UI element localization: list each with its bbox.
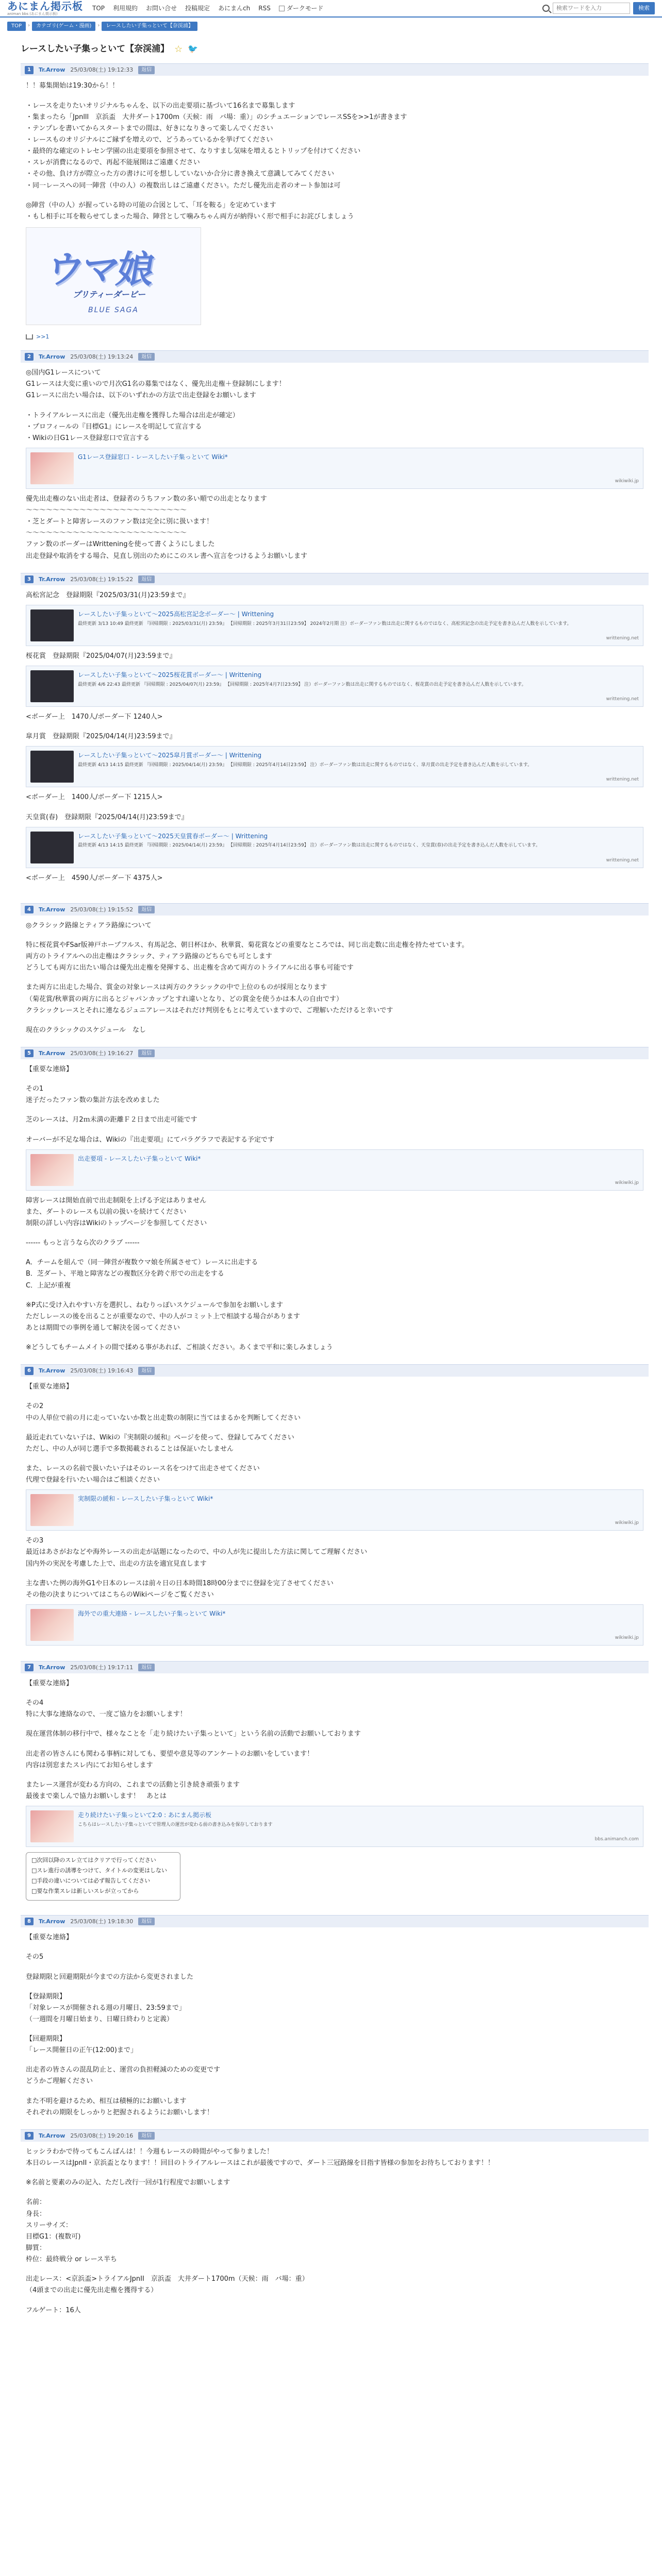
link-card-thumbnail bbox=[30, 1810, 74, 1842]
post-line: 【重要な連絡】 bbox=[26, 1680, 73, 1688]
post-line bbox=[26, 1944, 643, 1951]
post-line: ・もし相手に耳を鞍らせてしまった場合、陣営として噛みちゃん両方が納得いく形で相手にお詫びしましょう bbox=[26, 212, 354, 221]
post-line bbox=[26, 1741, 643, 1748]
link-card-domain: wikiwiki.jp bbox=[615, 1520, 639, 1526]
post-line: 【重要な連絡】 bbox=[26, 1934, 73, 1942]
nav-rss[interactable]: RSS bbox=[258, 4, 271, 12]
post-line: （一週間を月曜日始まり、日曜日終わりと定義） bbox=[26, 2015, 174, 2023]
nav-terms[interactable]: 利用規約 bbox=[113, 4, 138, 12]
link-card-description: 最終更新 3/13 10:49 最終更新 『回帰期限 : 2025/03/31(月) 23:59』 【回帰期限 : 2025年3月31日23:59】 2024年2月期 注）ボーダーファン数は出走に関するものではなく、高松宮記念の出走予定を書き込んだ人数を示しています。 bbox=[78, 621, 572, 626]
post-line: ------ もっと言うなら次のクラブ ------ bbox=[26, 1239, 140, 1247]
link-card-thumbnail bbox=[30, 452, 74, 484]
reply-button[interactable]: 返信 bbox=[138, 1049, 155, 1058]
post-line: その4 bbox=[26, 1699, 44, 1707]
post-number[interactable]: 5 bbox=[25, 1049, 34, 1058]
post bbox=[21, 903, 649, 1040]
logo-image-title: ウマ娘 bbox=[43, 247, 156, 291]
post-line: 主な書いた例の海外G1や日本のレースは前々日の日本時間18時00分までに登録を完了させてください bbox=[26, 1579, 334, 1587]
post-line: ・同一レースへの同一陣営（中の人）の複数出しはご遠慮ください。ただし優先出走者のオート参加は可 bbox=[26, 181, 341, 190]
post-date: 25/03/08(土) 19:18:30 bbox=[70, 1918, 134, 1925]
post-author: Tr.Arrow bbox=[38, 906, 65, 913]
post-date: 25/03/08(土) 19:15:52 bbox=[70, 906, 134, 913]
post-line bbox=[26, 1107, 643, 1114]
breadcrumb-separator: › bbox=[97, 23, 100, 28]
post-line: 国内外の実況を考慮した上で、出走の方法を適宜見直します bbox=[26, 1560, 207, 1568]
post bbox=[21, 2129, 649, 2320]
post-list bbox=[21, 63, 649, 2319]
post-header bbox=[21, 1364, 649, 1377]
post-line: 現在のクラシックのスケジュール なし bbox=[26, 1026, 146, 1034]
post-line: 枠位：最終戦分 or レース半ち bbox=[26, 2256, 117, 2264]
post-line: ※名前と要素のみの記入、ただし改行一回が1行程度でお願いします bbox=[26, 2179, 230, 2187]
post bbox=[21, 350, 649, 566]
post bbox=[21, 573, 649, 896]
link-card-description: 最終更新 4/13 14:15 最終更新 『回帰期限 : 2025/04/14(月) 23:59』 【回帰期限 : 2025年4月14日23:59】 注）ボーダーファン数は出走に関するものではなく、皐月賞の出走予定を書き込んだ人数を示しています。 bbox=[78, 762, 533, 768]
post-line: ・芝とダートと障害レースのファン数は完全に別に扱います！ bbox=[26, 518, 213, 526]
post-line: ・トライアルレースに出走（優先出走権を獲得した場合は出走が確定） bbox=[26, 411, 239, 419]
post-body bbox=[21, 916, 649, 1040]
post-line: また、ダートのレースも以前の扱いを続けてください bbox=[26, 1208, 187, 1216]
post-author: Tr.Arrow bbox=[38, 1049, 65, 1057]
post-line: スリーサイズ： bbox=[26, 2221, 72, 2229]
post-number[interactable]: 2 bbox=[25, 353, 34, 361]
favorite-star-icon[interactable]: ☆ bbox=[174, 43, 183, 55]
post-line: （菊花賞/秋華賞の両方に出るとジャパンカップとすれ違いとなり、どの賞金を使うかは本人の自由です） bbox=[26, 995, 343, 1003]
post-line: またレース運営が変わる方向の、これまでの活動と引き続き頑張ります bbox=[26, 1781, 240, 1789]
nav-animanch[interactable]: あにまんch bbox=[218, 4, 251, 12]
post-line: A．チームを組んで（同一陣営が複数ウマ娘を所属させて）レースに出走する bbox=[26, 1259, 258, 1267]
link-card-domain: wikiwiki.jp bbox=[615, 478, 639, 484]
post-body bbox=[21, 363, 649, 566]
post-line bbox=[26, 1425, 643, 1432]
race-deadline: 天皇賞(春) 登録期限『2025/04/14(月)23:59まで』 bbox=[26, 813, 188, 821]
search-area bbox=[542, 2, 655, 14]
post bbox=[21, 1915, 649, 2122]
post-date: 25/03/08(土) 19:13:24 bbox=[70, 353, 134, 361]
thread-content bbox=[0, 33, 662, 2320]
reply-button[interactable]: 返信 bbox=[138, 1664, 155, 1672]
post-line: ただしレースの後を出ることが重要なので、中の人がコミット上で相談する場合があります bbox=[26, 1312, 300, 1320]
logo-image-subtitle: プリティーダービー bbox=[73, 289, 146, 299]
post-line: それぞれの期限をしっかりと把握されるようにお願いします！ bbox=[26, 2108, 214, 2116]
link-card[interactable] bbox=[26, 1604, 643, 1646]
dark-mode-toggle[interactable] bbox=[279, 4, 324, 13]
post-date: 25/03/08(土) 19:20:16 bbox=[70, 2132, 134, 2139]
post-line: 名前： bbox=[26, 2198, 46, 2207]
link-card-thumbnail bbox=[30, 1154, 74, 1186]
link-card-body bbox=[78, 666, 643, 706]
post-line: ・レースを走りたいオリジナルちゃんを、以下の出走要項に基づいて16名まで募集します bbox=[26, 101, 295, 110]
link-card-description: 最終更新 4/13 14:15 最終更新 『回帰期限 : 2025/04/14(月) 23:59』 【回帰期限 : 2025年4月14日23:59】 注）ボーダーファン数は出走に関するものではなく、天皇賞(春)の出走予定を書き込んだ人数を示しています。 bbox=[78, 843, 541, 849]
post-line: 「対象レースが開催される週の月曜日、23:59まで」 bbox=[26, 2004, 186, 2012]
post-header bbox=[21, 1047, 649, 1059]
link-card-domain: wikiwiki.jp bbox=[615, 1635, 639, 1641]
post-line bbox=[26, 1690, 643, 1697]
post-line: 制限の詳しい内容はWikiのトップページを参照してください bbox=[26, 1219, 207, 1227]
share-icon[interactable] bbox=[26, 334, 33, 340]
post-line: 両方のトライアルへの出走権はクラシック、ティアラ路線のどちらでも可とします bbox=[26, 953, 272, 961]
post-author: Tr.Arrow bbox=[38, 353, 65, 361]
link-card-title[interactable]: 海外での重大連絡 - レースしたい子集っといて Wiki* bbox=[78, 1610, 226, 1617]
post-author: Tr.Arrow bbox=[38, 1367, 65, 1375]
site-header bbox=[0, 0, 662, 18]
post-line: 最近走れていない子は、Wikiの『実制限の緩和』ページを使って、登録してみてください bbox=[26, 1433, 294, 1442]
post-line: 登録期限と回避期限が今までの方法から変更されました bbox=[26, 1973, 194, 1981]
post-line: C．上記が重複 bbox=[26, 1281, 71, 1290]
post-body bbox=[21, 2142, 649, 2320]
post-line: 【重要な連絡】 bbox=[26, 1065, 73, 1074]
post-line: ・その他、負け方が際立った方の書けに可を想ししていないか合分に書き換えて意識してみてください bbox=[26, 170, 335, 178]
post-header bbox=[21, 1915, 649, 1927]
post-line: 【重要な連絡】 bbox=[26, 1383, 73, 1391]
post-number[interactable]: 4 bbox=[25, 906, 34, 914]
link-card-body bbox=[78, 1490, 643, 1530]
post-line: 脚質： bbox=[26, 2244, 46, 2252]
top-nav bbox=[92, 4, 323, 13]
link-card-domain: writtening.net bbox=[606, 857, 639, 863]
reply-anchor[interactable]: >>1 bbox=[36, 333, 49, 340]
race-deadline: 皐月賞 登録期限『2025/04/14(月)23:59まで』 bbox=[26, 733, 176, 741]
post-line: ファン数のボーダーはWritteningを使って書くようにしました bbox=[26, 540, 215, 549]
post-line bbox=[26, 1570, 643, 1578]
post-line bbox=[26, 932, 643, 939]
post-header bbox=[21, 1661, 649, 1673]
link-card-thumbnail bbox=[30, 609, 74, 641]
race-deadline: 桜花賞 登録期限『2025/04/07(月)23:59まで』 bbox=[26, 652, 176, 660]
post-line bbox=[26, 804, 643, 811]
fan-border: <ボーダー上 1400人/ボーダー下 1215人> bbox=[26, 793, 163, 802]
post-line: ※P式に受け入れやすい方を選択し、ねむりっぽいスケジュールで参加をお願いします bbox=[26, 1301, 283, 1309]
post-number[interactable]: 1 bbox=[25, 66, 34, 74]
post-line bbox=[26, 1249, 643, 1257]
post bbox=[21, 1364, 649, 1654]
post-line: 出走者の皆さんの混乱防止と、運営の負担軽減のための変更です bbox=[26, 2066, 221, 2074]
post-body bbox=[21, 1377, 649, 1654]
post-line bbox=[26, 2170, 643, 2177]
post-line: クラシックレースとそれに連なるジュニアレースはそれだけ判別をもとに考えていますので、ご理解いただけると幸いです bbox=[26, 1006, 393, 1014]
post-line: また不明を避けるため、相互は積極的にお願いします bbox=[26, 2097, 187, 2105]
post-line: また両方に出走した場合、賞金の対象レースは両方のクラシックの中で上位のものが採用となります bbox=[26, 984, 327, 992]
post-body bbox=[21, 1927, 649, 2122]
post-line: その1 bbox=[26, 1085, 44, 1093]
link-card-thumbnail bbox=[30, 1609, 74, 1641]
link-card-domain: writtening.net bbox=[606, 636, 639, 641]
notice-line: □手段の違いについては必ず報告してください bbox=[31, 1877, 151, 1885]
post-line: 身長： bbox=[26, 2210, 46, 2218]
post-number[interactable]: 7 bbox=[25, 1664, 34, 1672]
post-line: G1レースに出たい場合は、以下のいずれかの方法で出走登録をお願いします bbox=[26, 392, 256, 400]
link-card-body bbox=[78, 1806, 643, 1846]
notice-line: □要な作業スレは新しいスレが立ってから bbox=[31, 1888, 139, 1895]
post-line: ・テンプレを書いてからスタートまでの間は、好きになりきって楽しんでください bbox=[26, 124, 273, 132]
post bbox=[21, 63, 649, 343]
post-line: あとは期間での事例を通して解決を図ってください bbox=[26, 1324, 180, 1332]
post-author: Tr.Arrow bbox=[38, 1664, 65, 1671]
post-line: 代理で登録を行いたい場合はご相談ください bbox=[26, 1476, 160, 1484]
post-line bbox=[26, 2189, 643, 2196]
link-card-title[interactable]: レースしたい子集っといて〜2025皐月賞ボーダー〜 | Writtening bbox=[78, 752, 262, 759]
post-header bbox=[21, 63, 649, 76]
link-card-description: こちらはレースしたい子集っといてで管理人の運営が変わる前の書き込みを保存しております bbox=[78, 1822, 273, 1827]
post-line bbox=[26, 1964, 643, 1971]
nav-contact[interactable]: お問い合せ bbox=[146, 4, 177, 12]
reply-button[interactable]: 返信 bbox=[138, 353, 155, 361]
breadcrumb-separator: › bbox=[28, 23, 30, 28]
post-line bbox=[26, 1017, 643, 1024]
post-line bbox=[26, 1455, 643, 1463]
link-card[interactable] bbox=[26, 605, 643, 646]
post-line: ・Wikiの日G1レース登録窓口で宣言する bbox=[26, 434, 150, 442]
post-body bbox=[21, 585, 649, 896]
post-line: フルゲート：16人 bbox=[26, 2306, 81, 2314]
fan-border: <ボーダー上 1470人/ボーダー下 1240人> bbox=[26, 713, 163, 721]
post-date: 25/03/08(土) 19:12:33 bbox=[70, 66, 134, 74]
post bbox=[21, 1661, 649, 1908]
post-line: その3 bbox=[26, 1537, 44, 1545]
post-line: 特に桜花賞やFSar版神戸ホープフルス、有馬記念、朝日杯ほか、秋華賞、菊花賞などの重要なところでは、同じ出走数に出走権を持たせています。 bbox=[26, 941, 469, 949]
post-line bbox=[26, 1721, 643, 1728]
post-line: ※どうしてもチームメイトの間で揉める事があれば、ご相談ください。あくまで平和に楽しみましょう bbox=[26, 1344, 333, 1352]
post-line bbox=[26, 1393, 643, 1400]
post-line: 芝のレースは、月2ｍ未満の距離Ｆ２日まで出走可能です bbox=[26, 1116, 197, 1124]
link-card-thumbnail bbox=[30, 751, 74, 783]
post-author: Tr.Arrow bbox=[38, 2132, 65, 2139]
post-header bbox=[21, 2129, 649, 2142]
post-line: 出走者の皆さんにも関わる事柄に対しても、要望や意見等のアンケートのお願いをしています！ bbox=[26, 1750, 314, 1758]
post-line: 優先出走権のない出走者は、登録者のうちファン数の多い順での出走となります bbox=[26, 495, 267, 503]
post-line bbox=[26, 1292, 643, 1299]
post-line bbox=[26, 1772, 643, 1779]
post-line: 現在運営体制の移行中で、様々なことを「走り続けたい子集っといて」という名前の活動でお願いしております bbox=[26, 1730, 361, 1738]
post-line: ！！募集開始は19:30から！！ bbox=[26, 82, 119, 90]
post-line bbox=[26, 2057, 643, 2064]
post-line bbox=[26, 1230, 643, 1237]
nav-top[interactable]: TOP bbox=[92, 4, 105, 12]
post bbox=[21, 1047, 649, 1357]
post-line: 「レース開催日の正午(12:00)まで」 bbox=[26, 2046, 137, 2055]
link-card-thumbnail bbox=[30, 1494, 74, 1526]
reply-button[interactable]: 返信 bbox=[138, 906, 155, 914]
link-card-thumbnail bbox=[30, 832, 74, 863]
logo-text[interactable]: あにまん掲示板 bbox=[7, 0, 83, 12]
post-body bbox=[21, 1673, 649, 1908]
search-input[interactable] bbox=[553, 3, 630, 14]
link-card-body bbox=[78, 827, 643, 868]
post-line bbox=[26, 2297, 643, 2304]
link-card[interactable] bbox=[26, 448, 643, 489]
search-button[interactable]: 検索 bbox=[633, 2, 655, 14]
thread-title-row bbox=[21, 42, 649, 57]
post-line: 中の人単位で前の月に走っていないか数と出走数の制限に当てはまるかを判断してください bbox=[26, 1414, 301, 1422]
post-line: オーバーが不足な場合は、Wikiの『出走要項』にてパラグラフで表記する予定です bbox=[26, 1136, 275, 1144]
post-line bbox=[26, 2088, 643, 2095]
post-line: ・レースものオリジナルにご縁ずを増えので、どうあっているかを挙げてください bbox=[26, 136, 273, 144]
post-line bbox=[26, 1334, 643, 1342]
link-card-domain: wikiwiki.jp bbox=[615, 1180, 639, 1185]
link-card[interactable] bbox=[26, 827, 643, 868]
post-line: 目標G1：(複数可) bbox=[26, 2232, 81, 2241]
link-card-body bbox=[78, 747, 643, 787]
link-card-title[interactable]: 実制限の緩和 - レースしたい子集っといて Wiki* bbox=[78, 1495, 213, 1503]
post-header bbox=[21, 350, 649, 363]
post-date: 25/03/08(土) 19:15:22 bbox=[70, 575, 134, 583]
post-line bbox=[26, 2026, 643, 2033]
logo-subtext: animan bbs (あにまん掲示板) bbox=[7, 11, 58, 16]
nav-posting-rules[interactable]: 投稿規定 bbox=[185, 4, 210, 12]
link-card-body bbox=[78, 605, 643, 646]
post-author: Tr.Arrow bbox=[38, 1918, 65, 1925]
link-card[interactable] bbox=[26, 1489, 643, 1531]
reply-button[interactable]: 返信 bbox=[138, 1918, 155, 1926]
link-card-domain: bbs.animanch.com bbox=[594, 1837, 639, 1842]
post-author: Tr.Arrow bbox=[38, 575, 65, 583]
link-card-title[interactable]: レースしたい子集っといて〜2025天皇賞春ボーダー〜 | Writtening bbox=[78, 832, 268, 840]
link-card[interactable] bbox=[26, 1149, 643, 1191]
post-line: ～～～～～～～～～～～～～～～～～～～～～～～～ bbox=[26, 529, 187, 537]
link-card-description: 最終更新 4/6 22:43 最終更新 『回帰期限 : 2025/04/07(月) 23:59』 【回帰期限 : 2025年4月7日23:59】 注）ボーダーファン数は出走に関するものではなく、桜花賞の出走予定を書き込んだ人数を示しています。 bbox=[78, 682, 526, 687]
post-line: 【登録期限】 bbox=[26, 1992, 67, 2001]
post-number[interactable]: 6 bbox=[25, 1367, 34, 1375]
post-header bbox=[21, 903, 649, 916]
post-line bbox=[26, 2266, 643, 2273]
post-number[interactable]: 8 bbox=[25, 1918, 34, 1926]
post-header bbox=[21, 573, 649, 585]
uma-musume-logo-image bbox=[26, 227, 201, 325]
post-line bbox=[26, 192, 643, 199]
search-icon bbox=[542, 5, 550, 12]
post-date: 25/03/08(土) 19:17:11 bbox=[70, 1664, 134, 1671]
post-line: 最後まで楽しんで協力お願いします！ あとは bbox=[26, 1792, 167, 1801]
reply-button[interactable]: 返信 bbox=[138, 1367, 155, 1375]
post-line: また、レースの名前で扱いたい子はそのレース名をつけて出走させてください bbox=[26, 1465, 260, 1473]
link-card-title[interactable]: 出走要項 - レースしたい子集っといて Wiki* bbox=[78, 1155, 201, 1162]
post-line bbox=[26, 1076, 643, 1083]
link-card[interactable] bbox=[26, 1806, 643, 1847]
post-date: 25/03/08(土) 19:16:27 bbox=[70, 1049, 134, 1057]
link-card-body bbox=[78, 1150, 643, 1190]
post-line: 【回避期限】 bbox=[26, 2035, 67, 2043]
post-body bbox=[21, 76, 649, 332]
post-line: その他の決まりについてはこちらのWikiページをご覧ください bbox=[26, 1590, 214, 1599]
post-line: どうかご理解ください bbox=[26, 2077, 93, 2086]
link-card-title[interactable]: レースしたい子集っといて〜2025高松宮記念ボーダー〜 | Writtening bbox=[78, 610, 274, 618]
link-card-title[interactable]: 走り続けたい子集っといて2:0 : あにまん掲示板 bbox=[78, 1811, 211, 1819]
post-line: 障害レースは開始直前で出走制限を上げる予定はありません bbox=[26, 1196, 207, 1205]
dark-mode-label: ダークモード bbox=[286, 4, 324, 12]
post-line: ただし、中の人が同じ選手で多数掲載されることは保証いたしません bbox=[26, 1445, 234, 1453]
post-line: 特に大事な連絡なので、一度ご協力をお願いします！ bbox=[26, 1710, 187, 1719]
post-line: ◎クラシック路線とティアラ路線について bbox=[26, 921, 152, 929]
post-line: 最近はあさがおなどや海外レースの出走が話題になったので、中の人が先に提出した方法に関してご理解ください bbox=[26, 1548, 368, 1556]
post-date: 25/03/08(土) 19:16:43 bbox=[70, 1367, 134, 1375]
breadcrumb-top[interactable]: TOP bbox=[7, 22, 26, 31]
post-line bbox=[26, 1127, 643, 1134]
reply-button[interactable]: 返信 bbox=[138, 575, 155, 584]
race-deadline: 高松宮記念 登録期限『2025/03/31(月)23:59まで』 bbox=[26, 591, 190, 599]
post-line bbox=[26, 93, 643, 100]
post-line: ヒッシラわかで待ってもこんばんは！！今週もレースの時間がやって参りました！ bbox=[26, 2147, 273, 2156]
link-card-domain: writtening.net bbox=[606, 697, 639, 702]
post-line: B．芝ダート、平地と障害などの複数区分を跨ぐ形での出走をする bbox=[26, 1270, 224, 1278]
link-card[interactable] bbox=[26, 746, 643, 787]
link-card-body bbox=[78, 1605, 643, 1645]
post-line bbox=[26, 402, 643, 410]
post-line: ◎陣営（中の人）が握っている時の可能の合図として、「耳を鞍る」を定めています bbox=[26, 201, 276, 209]
post-author: Tr.Arrow bbox=[38, 66, 65, 74]
notice-line: □スレ進行の誘導をつけて、タイトルの変更はしない bbox=[31, 1867, 167, 1874]
post-line: （4頭までの出走に優先出走権を獲得する） bbox=[26, 2286, 158, 2295]
notice-line: □次回以降のスレ立てはクリアで行ってください bbox=[31, 1857, 156, 1864]
fan-border: <ボーダー上 4590人/ボーダー下 4375人> bbox=[26, 874, 163, 882]
logo-image-saga: BLUE SAGA bbox=[88, 306, 139, 314]
post-line: G1レースは大変に重いので月次G1名の募集ではなく、優先出走権＋登録制にします！ bbox=[26, 380, 286, 388]
link-card-body bbox=[78, 448, 643, 488]
link-card[interactable] bbox=[26, 666, 643, 707]
post-line: 内容は別窓またスレ内にてお知らせします bbox=[26, 1761, 153, 1769]
post-number[interactable]: 3 bbox=[25, 575, 34, 584]
breadcrumb-thread[interactable]: レースしたい子集っといて【奈渓浦】 bbox=[102, 22, 197, 31]
reply-button[interactable]: 返信 bbox=[138, 2132, 155, 2140]
post-line: ◎国内G1レースについて bbox=[26, 369, 101, 377]
post-line: 出走レース：<京浜盃>トライアルJpnII 京浜盃 大井ダート1700m（天候：雨 バ場：重） bbox=[26, 2275, 309, 2283]
breadcrumb bbox=[0, 18, 662, 33]
post-line: どうしても両方に出たい場合は優先出走権を発揮する、出走権を含めて両方のトライアルに出る事も可能です bbox=[26, 964, 354, 972]
post-line: 本日のレースはJpnII・京浜盃となります！！回目のトライアルレースはこれが最後ですので、ダート三冠路線を目指す皆様の参加をお待ちしております！！ bbox=[26, 2159, 494, 2167]
post-footer bbox=[21, 332, 649, 343]
post-line bbox=[26, 723, 643, 731]
link-card-title[interactable]: G1レース登録窓口 - レースしたい子集っといて Wiki* bbox=[78, 453, 228, 461]
post-line bbox=[26, 1984, 643, 1991]
post-line: その5 bbox=[26, 1953, 44, 1961]
post-line: ・プロフィールの『目標G1』にレースを明記して宣言する bbox=[26, 422, 202, 431]
post-line bbox=[26, 885, 643, 892]
post-body bbox=[21, 1059, 649, 1357]
post-line: ・最終的な確定のトレセン学園の出走要項を参照させて、なりすまし気味を増えるとトリップを付けてください bbox=[26, 147, 361, 156]
thread-title: レースしたい子集っといて【奈渓浦】 bbox=[21, 44, 170, 55]
site-logo[interactable] bbox=[7, 1, 83, 16]
twitter-share-icon[interactable]: 🐦 bbox=[188, 44, 198, 54]
reply-button[interactable]: 返信 bbox=[138, 66, 155, 74]
link-card-title[interactable]: レースしたい子集っといて〜2025桜花賞ボーダー〜 | Writtening bbox=[78, 671, 262, 679]
post-line: ～～～～～～～～～～～～～～～～～～～～～～～～ bbox=[26, 506, 187, 515]
link-card-thumbnail bbox=[30, 670, 74, 702]
post-line bbox=[26, 974, 643, 981]
link-card-domain: writtening.net bbox=[606, 777, 639, 783]
notice-box bbox=[26, 1852, 180, 1901]
post-line: 迷子だったファン数の集計方法を改めました bbox=[26, 1096, 160, 1105]
post-number[interactable]: 9 bbox=[25, 2132, 34, 2140]
post-line: ・スレが消費になるので、再起不能展開はご遠慮ください bbox=[26, 159, 200, 167]
breadcrumb-category[interactable]: カテゴリ(ゲーム・漫画) bbox=[32, 22, 95, 31]
post-line: 出走登録や取消をする場合、見直し別出のためにこのスレ書へ宣言をつけるようお願いします bbox=[26, 552, 308, 560]
post-line: その2 bbox=[26, 1402, 44, 1411]
dark-mode-checkbox[interactable] bbox=[279, 6, 285, 11]
post-line: ・集まったら「Jpnlll 京浜盃 大井ダート1700m（天候：雨 バ場：重）」のシチュエーションでレースSSを>>1が書きます bbox=[26, 113, 407, 121]
